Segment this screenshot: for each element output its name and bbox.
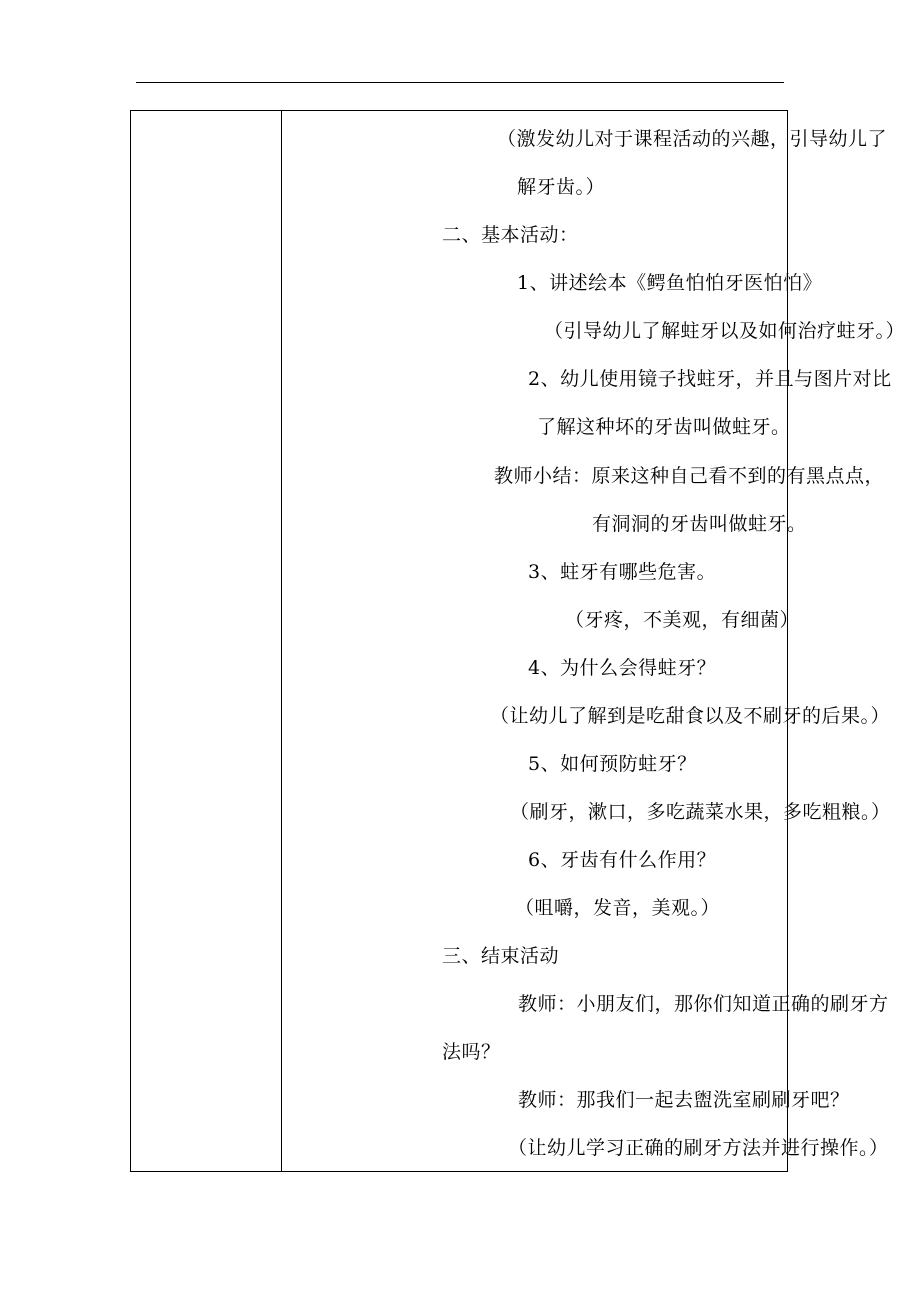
- text-line: （让幼儿学习正确的刷牙方法并进行操作。）: [508, 1137, 889, 1159]
- text-line: （牙疼，不美观，有细菌）: [565, 609, 800, 631]
- lesson-table: [130, 110, 906, 1172]
- table-left-column: [131, 111, 282, 1171]
- text-line: 2、幼儿使用镜子找蛀牙，并且与图片对比: [528, 368, 892, 390]
- text-line: 4、为什么会得蛀牙？: [528, 657, 717, 679]
- text-line: 3、蛀牙有哪些危害。: [528, 561, 717, 583]
- text-line: （让幼儿了解到是吃甜食以及不刷牙的后果。）: [490, 705, 891, 727]
- text-line: 教师小结：原来这种自己看不到的有黑点点，: [494, 465, 885, 487]
- text-line: （引导幼儿了解蛀牙以及如何治疗蛀牙。）: [544, 320, 906, 342]
- text-line: 法吗？: [442, 1041, 501, 1063]
- text-line: 解牙齿。）: [517, 176, 606, 198]
- text-line: 有洞洞的牙齿叫做蛀牙。: [592, 513, 807, 535]
- table-right-column: [282, 111, 906, 1171]
- text-line: 教师：那我们一起去盥洗室刷刷牙吧？: [518, 1089, 850, 1111]
- text-line: 教师：小朋友们，那你们知道正确的刷牙方: [518, 993, 889, 1015]
- header-rule: [136, 82, 784, 83]
- text-line: （咀嚼，发音，美观。）: [515, 897, 721, 919]
- text-line: （激发幼儿对于课程活动的兴趣，引导幼儿了: [497, 128, 888, 150]
- text-line: 1、讲述绘本《鳄鱼怕怕牙医怕怕》: [517, 272, 823, 294]
- text-line: 6、牙齿有什么作用？: [528, 849, 717, 871]
- section-heading: 二、基本活动：: [442, 224, 579, 246]
- text-line: 5、如何预防蛀牙？: [528, 753, 697, 775]
- text-line: （刷牙，漱口，多吃蔬菜水果，多吃粗粮。）: [510, 801, 891, 823]
- text-line: 了解这种坏的牙齿叫做蛀牙。: [537, 416, 791, 438]
- section-heading: 三、结束活动: [442, 945, 560, 967]
